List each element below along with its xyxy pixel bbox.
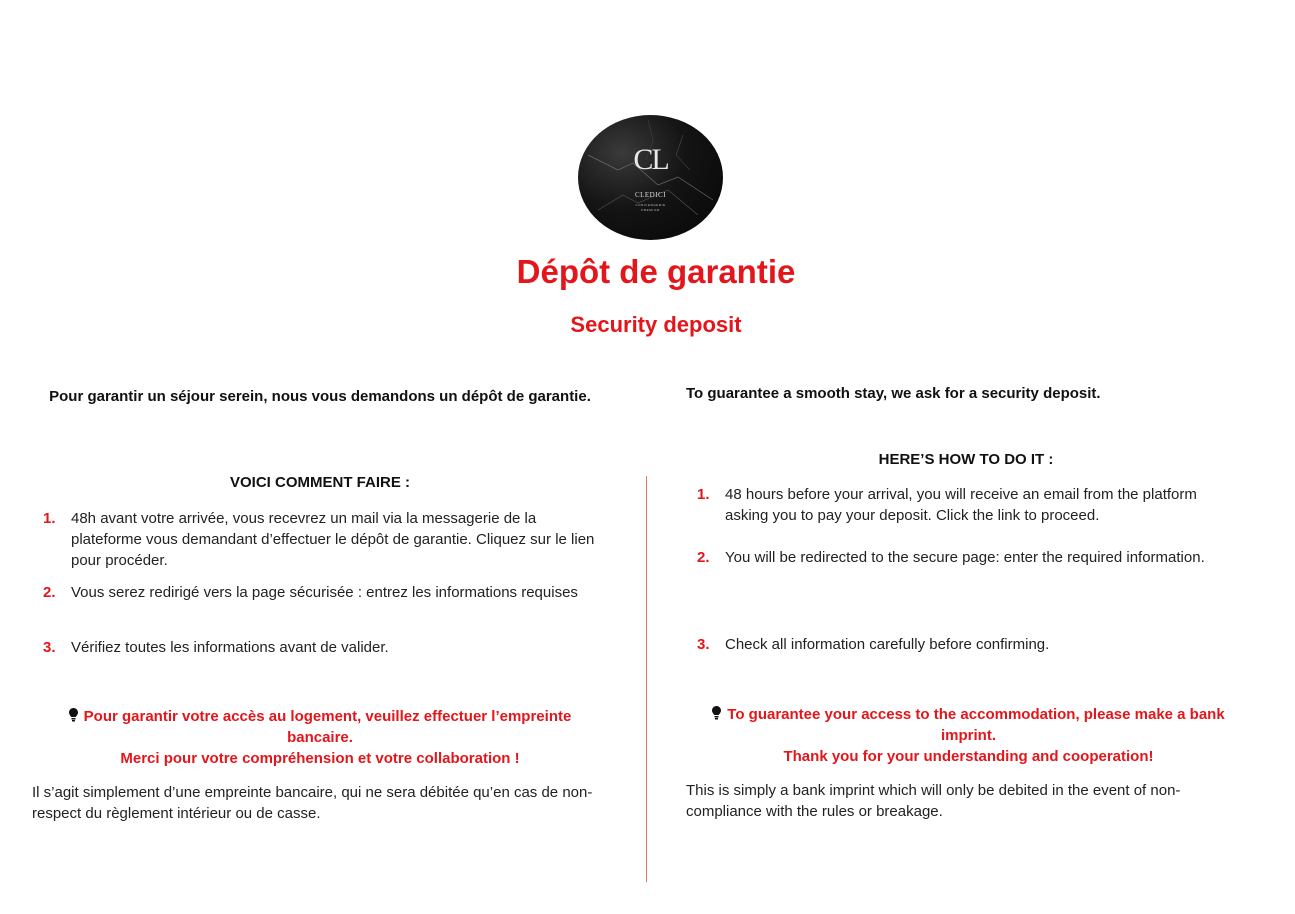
step-text: 48h avant votre arrivée, vous recevrez un mail via la messagerie de la plateforme vous demandant d’effectuer le dépôt de garantie. Cliquez sur le lien pour procéder. xyxy=(71,510,595,569)
notice-thanks: Merci pour votre compréhension et votre collaboration ! xyxy=(120,750,520,767)
notice-en xyxy=(686,704,1251,767)
step-number: 1. xyxy=(697,486,710,503)
notice-text: To guarantee your access to the accommodation, please make a bank imprint. xyxy=(727,706,1225,744)
column-divider xyxy=(646,476,647,882)
step-text: Vérifiez toutes les informations avant de valider. xyxy=(71,639,389,656)
step-number: 3. xyxy=(697,636,710,653)
notice-line xyxy=(40,706,600,748)
marble-texture xyxy=(578,115,723,240)
logo-tagline-2: PREMIUM xyxy=(641,208,660,212)
step-number: 1. xyxy=(43,510,56,527)
logo xyxy=(578,115,723,240)
notice-text: Pour garantir votre accès au logement, veuillez effectuer l’empreinte bancaire. xyxy=(83,708,572,746)
page-subtitle: Security deposit xyxy=(570,312,742,337)
step-text: You will be redirected to the secure page: enter the required information. xyxy=(725,549,1205,566)
step-number: 3. xyxy=(43,639,56,656)
step-text: 48 hours before your arrival, you will receive an email from the platform asking you to pay your deposit. Click the link to proceed. xyxy=(725,486,1197,524)
intro-en: To guarantee a smooth stay, we ask for a security deposit. xyxy=(686,385,1101,402)
lightbulb-icon xyxy=(69,708,78,722)
notice-line xyxy=(686,704,1251,746)
intro-fr: Pour garantir un séjour serein, nous vous demandons un dépôt de garantie. xyxy=(49,388,591,405)
footer-note-fr: Il s’agit simplement d’une empreinte bancaire, qui ne sera débitée qu’en cas de non-respect du règlement intérieur ou de casse. xyxy=(32,784,593,822)
howto-heading-en: HERE’S HOW TO DO IT : xyxy=(878,451,1054,468)
footer-note-en: This is simply a bank imprint which will only be debited in the event of non-compliance with the rules or breakage. xyxy=(686,782,1181,820)
step-text: Check all information carefully before confirming. xyxy=(725,636,1050,653)
step-number: 2. xyxy=(43,584,56,601)
logo-brand: CLEDICI xyxy=(634,191,667,199)
logo-tagline: CONCIERGERIE xyxy=(635,203,666,207)
lightbulb-icon xyxy=(712,706,721,720)
page-title: Dépôt de garantie xyxy=(516,253,796,290)
logo-monogram: CL xyxy=(633,143,668,176)
step-number: 2. xyxy=(697,549,710,566)
notice-fr xyxy=(40,706,600,769)
howto-heading-fr: VOICI COMMENT FAIRE : xyxy=(230,474,410,491)
notice-thanks: Thank you for your understanding and cooperation! xyxy=(783,748,1154,765)
step-text: Vous serez redirigé vers la page sécurisée : entrez les informations requises xyxy=(71,584,578,601)
